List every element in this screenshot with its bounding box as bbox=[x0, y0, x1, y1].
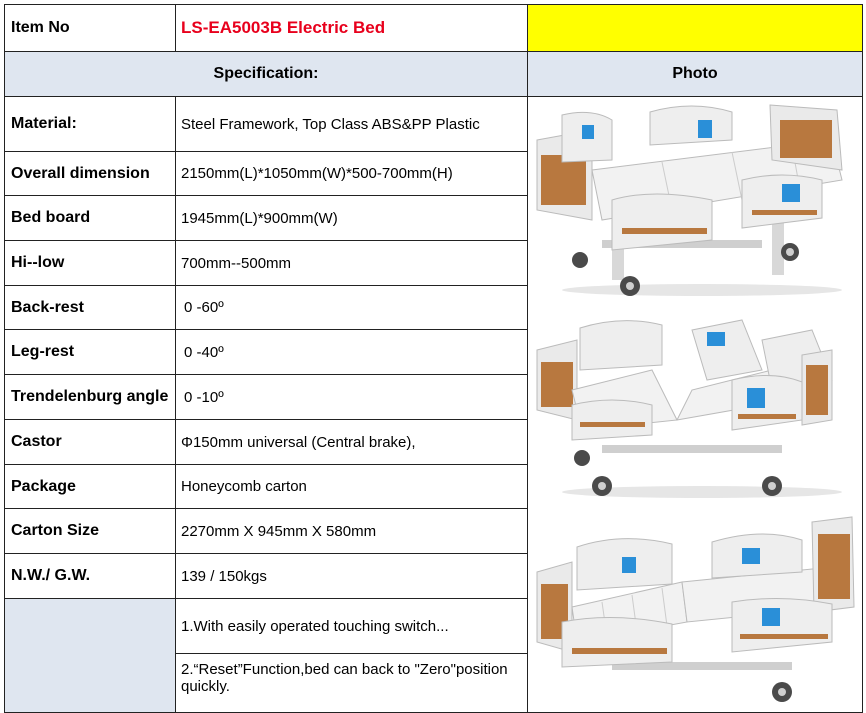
spec-label-bed-board: Bed board bbox=[4, 195, 176, 241]
spec-value-weight: 139 / 150kgs bbox=[175, 553, 528, 599]
spec-label-material: Material: bbox=[4, 96, 176, 152]
item-no-label: Item No bbox=[4, 4, 176, 52]
feature-item: 1.With easily operated touching switch... bbox=[175, 598, 528, 654]
bed-flat-photo bbox=[532, 100, 858, 305]
spec-label-overall-dimension: Overall dimension bbox=[4, 151, 176, 196]
spec-value-trendelenburg: 0 -10º bbox=[175, 374, 528, 420]
spec-label-hi-low: Hi--low bbox=[4, 240, 176, 286]
spec-label-back-rest: Back-rest bbox=[4, 285, 176, 330]
spec-value-bed-board: 1945mm(L)*900mm(W) bbox=[175, 195, 528, 241]
spec-value-hi-low: 700mm--500mm bbox=[175, 240, 528, 286]
spec-value-back-rest: 0 -60º bbox=[175, 285, 528, 330]
spec-label-carton-size: Carton Size bbox=[4, 508, 176, 554]
spec-label-leg-rest: Leg-rest bbox=[4, 329, 176, 375]
feature-item: 2.“Reset”Function,bed can back to "Zero"position quickly. bbox=[175, 653, 528, 713]
item-no-value: LS-EA5003B Electric Bed bbox=[175, 4, 528, 52]
photo-header: Photo bbox=[527, 51, 863, 97]
spec-value-carton-size: 2270mm X 945mm X 580mm bbox=[175, 508, 528, 554]
spec-label-castor: Castor bbox=[4, 419, 176, 465]
spec-label-trendelenburg: Trendelenburg angle bbox=[4, 374, 176, 420]
spec-value-package: Honeycomb carton bbox=[175, 464, 528, 509]
spec-value-leg-rest: 0 -40º bbox=[175, 329, 528, 375]
spec-value-material: Steel Framework, Top Class ABS&PP Plastic bbox=[175, 96, 528, 152]
spec-label-package: Package bbox=[4, 464, 176, 509]
bed-partial-photo bbox=[532, 512, 858, 709]
features-label-cell bbox=[4, 598, 176, 713]
yellow-highlight-cell bbox=[527, 4, 863, 52]
spec-label-weight: N.W./ G.W. bbox=[4, 553, 176, 599]
specification-header: Specification: bbox=[4, 51, 528, 97]
spec-value-castor: Φ150mm universal (Central brake), bbox=[175, 419, 528, 465]
spec-value-overall-dimension: 2150mm(L)*1050mm(W)*500-700mm(H) bbox=[175, 151, 528, 196]
bed-raised-photo bbox=[532, 310, 858, 505]
